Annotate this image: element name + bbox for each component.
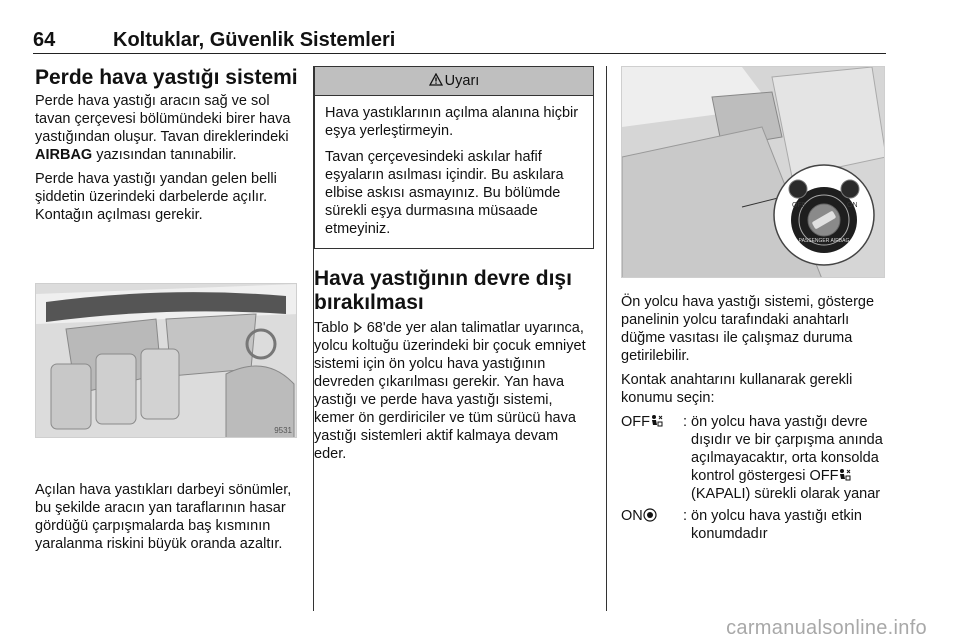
curtain-airbag-deployment: Perde hava yastığı yandan gelen belli şiddetin üzerindeki darbelerde açılır. Kontağın açılması gerekir. bbox=[35, 171, 277, 223]
switch-position-list bbox=[621, 413, 887, 543]
airbag-label: AIRBAG bbox=[35, 147, 93, 163]
warning-body bbox=[315, 96, 593, 248]
page-reference-arrow-icon bbox=[353, 322, 363, 333]
dashboard-key-switch-drawing bbox=[622, 67, 885, 278]
figure-code: 9531 bbox=[274, 426, 292, 435]
key-switch-description: Ön yolcu hava yastığı sistemi, gösterge panelinin yolcu tarafındaki anahtarlı düğme vasıtası ile çalışmaz duruma getirilebilir. bbox=[621, 294, 875, 364]
curtain-airbag-description: Perde hava yastığı aracın sağ ve sol tavan çerçevesi bölümündeki birer hava yastığından oluşur. Tavan direklerindeki AIRBAG yazısından tanınabilir. bbox=[35, 93, 291, 163]
warning-header bbox=[315, 67, 593, 96]
middle-column bbox=[314, 66, 594, 469]
warning-triangle-icon bbox=[429, 73, 443, 86]
warning-title: Uyarı bbox=[444, 73, 480, 89]
column-divider-2 bbox=[606, 66, 607, 611]
airbag-key-switch-illustration bbox=[621, 66, 885, 278]
page-number: 64 bbox=[33, 29, 56, 51]
warning-paragraph-2: Tavan çerçevesindeki askılar hafif eşyaların asılması içindir. Bu askılara elbise askısı asmayınız. Bu bölümde sürekli eşya durmasına müsaade etmeyiniz. bbox=[325, 149, 564, 237]
section-heading-airbag-deactivation: Hava yastığının devre dışı bırakılması bbox=[314, 267, 572, 314]
vehicle-interior-drawing bbox=[36, 284, 297, 438]
switch-position-off: OFF : ön yolcu hava yastığı devre dışıdır ve bir çarpışma anında açılmayacaktır, orta konsolda kontrol göstergesi OFF (KAPALI) sürekli olarak yanar bbox=[621, 413, 887, 503]
key-switch-instruction: Kontak anahtarını kullanarak gerekli konumu seçin: bbox=[621, 372, 853, 406]
section-heading-curtain-airbag: Perde hava yastığı sistemi bbox=[35, 66, 298, 89]
warning-box bbox=[314, 66, 594, 249]
switch-on-label: ON bbox=[847, 202, 858, 209]
warning-paragraph-1: Hava yastıklarının açılma alanına hiçbir eşya yerleştirmeyin. bbox=[325, 105, 579, 139]
position-definition: ön yolcu hava yastığı devre dışıdır ve bir çarpışma anında açılmayacaktır, orta konsolda kontrol göstergesi OFF (KAPALI) sürekli olarak yanar bbox=[691, 414, 883, 502]
running-title: Koltuklar, Güvenlik Sistemleri bbox=[113, 29, 396, 51]
airbag-on-icon bbox=[643, 508, 657, 522]
deactivation-description: Tablo 68'de yer alan talimatlar uyarınca, yolcu koltuğu üzerindeki bir çocuk emniyet sistemi için ön yolcu hava yastığının devreden çıkarılması gerekir. Yan hava yastığı ve perde hava yastığı sistemi, kemer ön gerdiriciler ve tüm sürücü hava yastığı sistemleri aktif kalmaya devam eder. bbox=[314, 320, 586, 462]
position-definition: ön yolcu hava yastığı etkin konumdadır bbox=[691, 508, 862, 542]
right-column bbox=[621, 293, 887, 547]
curtain-airbag-illustration bbox=[35, 283, 297, 438]
position-term: OFF bbox=[621, 413, 683, 503]
switch-off-label: OFF bbox=[792, 202, 806, 209]
left-column bbox=[35, 66, 300, 230]
passenger-airbag-off-icon bbox=[650, 414, 663, 428]
switch-ring-label: PASSENGER AIRBAG bbox=[798, 238, 850, 244]
watermark: carmanualsonline.info bbox=[726, 617, 927, 639]
position-term: ON bbox=[621, 507, 683, 543]
page-header bbox=[33, 29, 886, 54]
passenger-airbag-off-icon bbox=[838, 468, 851, 482]
switch-position-on: ON : ön yolcu hava yastığı etkin konumdadır bbox=[621, 507, 887, 543]
figure-caption: Açılan hava yastıkları darbeyi sönümler, bu şekilde aracın yan taraflarının hasar gördüğü çarpışmalarda baş kısmının yaralanma riskini büyük oranda azaltır. bbox=[35, 482, 292, 552]
